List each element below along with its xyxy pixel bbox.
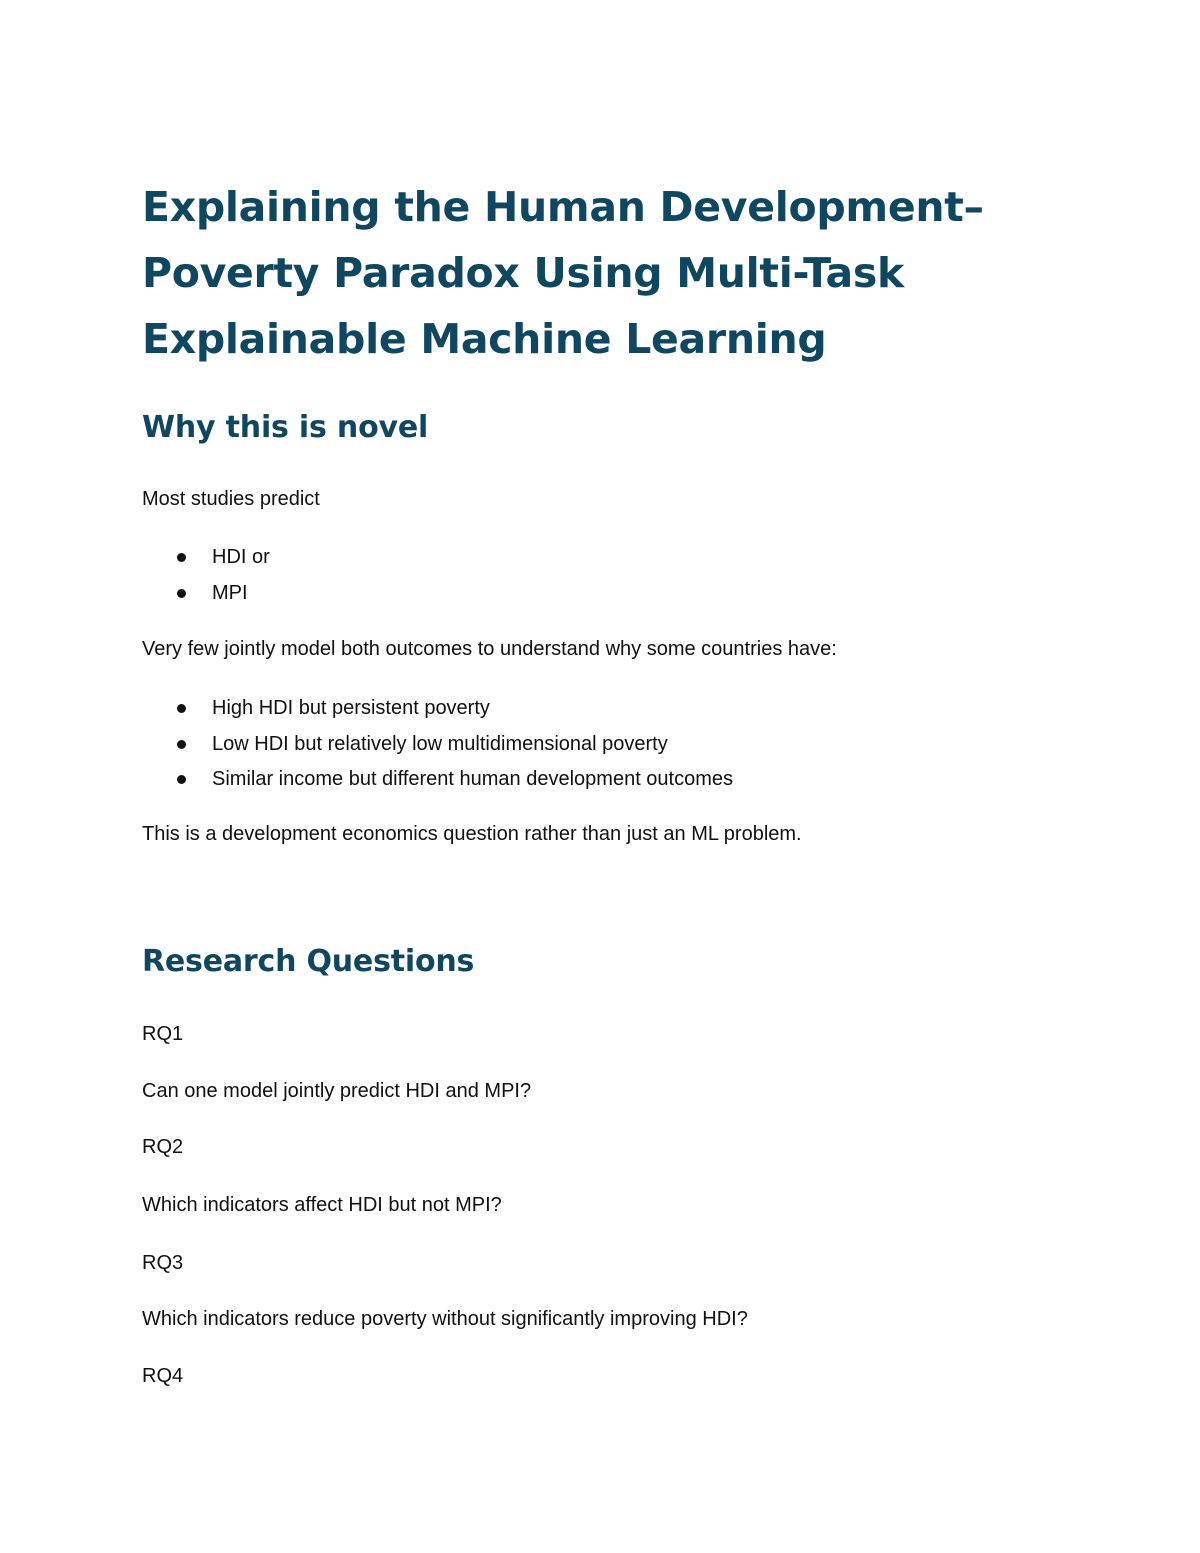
outcome-list <box>142 540 270 611</box>
list-item <box>142 762 733 798</box>
list-item <box>142 576 270 612</box>
rq-text: Which indicators reduce poverty without significantly improving HDI? <box>142 1308 748 1330</box>
bullet-icon <box>177 740 186 749</box>
list-item-text: Low HDI but relatively low multidimensional poverty <box>212 732 668 755</box>
bullet-icon <box>177 775 186 784</box>
rq-text: Can one model jointly predict HDI and MPI? <box>142 1080 532 1102</box>
rq-label: RQ3 <box>142 1252 184 1274</box>
lead-text: Very few jointly model both outcomes to understand why some countries have: <box>142 638 837 660</box>
list-item-text: High HDI but persistent poverty <box>212 697 490 719</box>
section-heading-novel: Why this is novel <box>142 410 429 445</box>
rq-label: RQ1 <box>142 1023 184 1045</box>
list-item <box>142 540 270 576</box>
paradox-list <box>142 691 733 798</box>
list-item-text: Similar income but different human development outcomes <box>212 768 734 790</box>
intro-text: Most studies predict <box>142 488 320 510</box>
list-item-text: MPI <box>212 581 248 604</box>
rq-label: RQ4 <box>142 1365 184 1387</box>
list-item <box>142 691 733 727</box>
bullet-icon <box>177 589 186 598</box>
rq-label: RQ2 <box>142 1136 184 1158</box>
document-title: Explaining the Human Development–Poverty Paradox Using Multi-Task Explainable Machine Learning <box>142 183 984 363</box>
rq-text: Which indicators affect HDI but not MPI? <box>142 1194 502 1216</box>
section-heading-research: Research Questions <box>142 944 475 979</box>
bullet-icon <box>177 704 186 713</box>
list-item <box>142 727 733 763</box>
list-item-text: HDI or <box>212 546 270 568</box>
conclusion-text: This is a development economics question rather than just an ML problem. <box>142 823 802 845</box>
bullet-icon <box>177 553 186 562</box>
